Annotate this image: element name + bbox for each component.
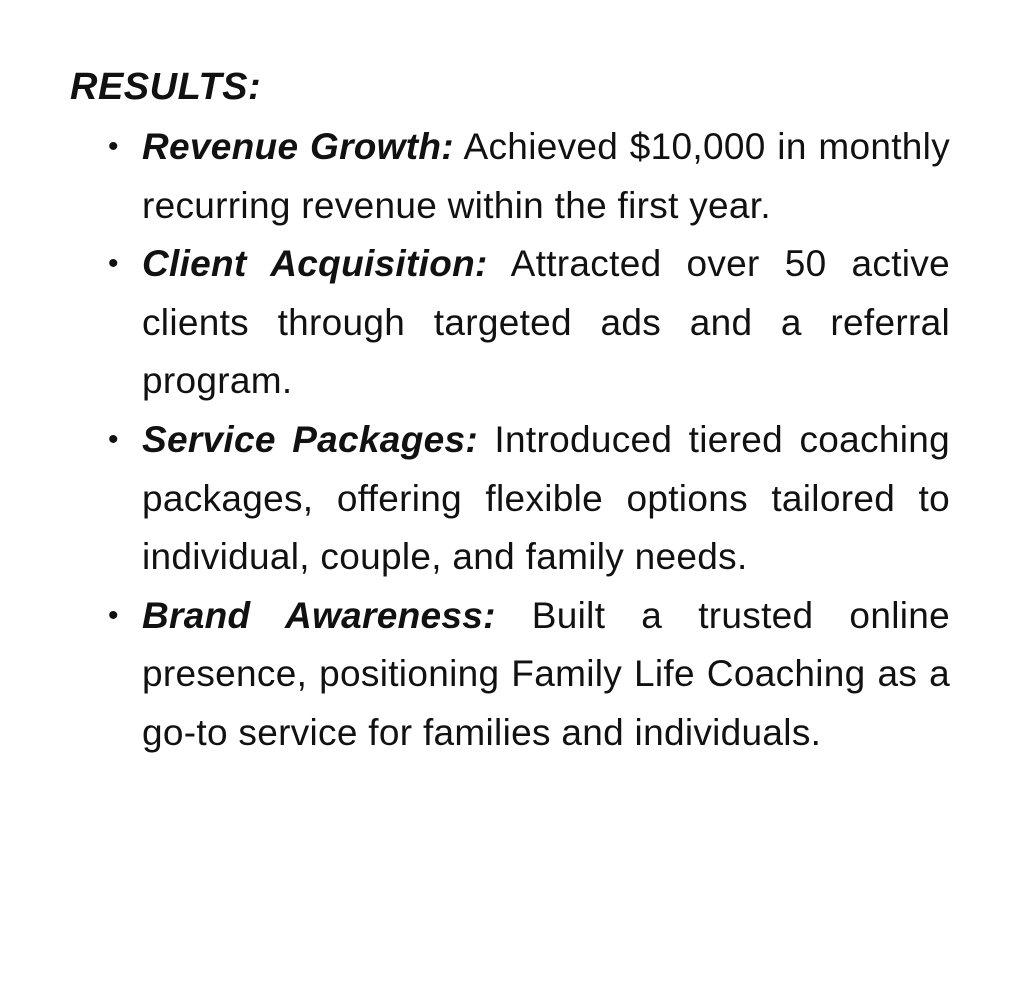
bullet-icon: • (108, 247, 119, 281)
bullet-icon: • (108, 422, 119, 456)
result-label: Service Packages: (142, 418, 478, 460)
result-label: Revenue Growth: (142, 126, 454, 167)
bullet-icon: • (108, 130, 119, 163)
result-item-service-packages (108, 411, 950, 587)
result-label: Client Acquisition: (142, 243, 488, 285)
results-heading: RESULTS: (70, 66, 262, 108)
result-item-revenue-growth (108, 118, 951, 235)
result-text: Attracted over 50 active clients through targeted ads and a referral program. (142, 243, 951, 402)
result-text: Built a trusted online presence, positioning Family Life Coaching as a go-to service for families and individuals. (142, 594, 950, 753)
result-label: Brand Awareness: (142, 594, 496, 636)
results-section (70, 62, 950, 763)
result-text: Achieved $10,000 in monthly recurring revenue within the first year. (142, 126, 951, 226)
result-item-client-acquisition (108, 235, 951, 411)
results-list (70, 118, 950, 763)
bullet-icon: • (108, 598, 119, 632)
result-text: Introduced tiered coaching packages, offering flexible options tailored to individual, couple, and family needs. (142, 418, 950, 578)
result-item-brand-awareness (108, 587, 950, 763)
